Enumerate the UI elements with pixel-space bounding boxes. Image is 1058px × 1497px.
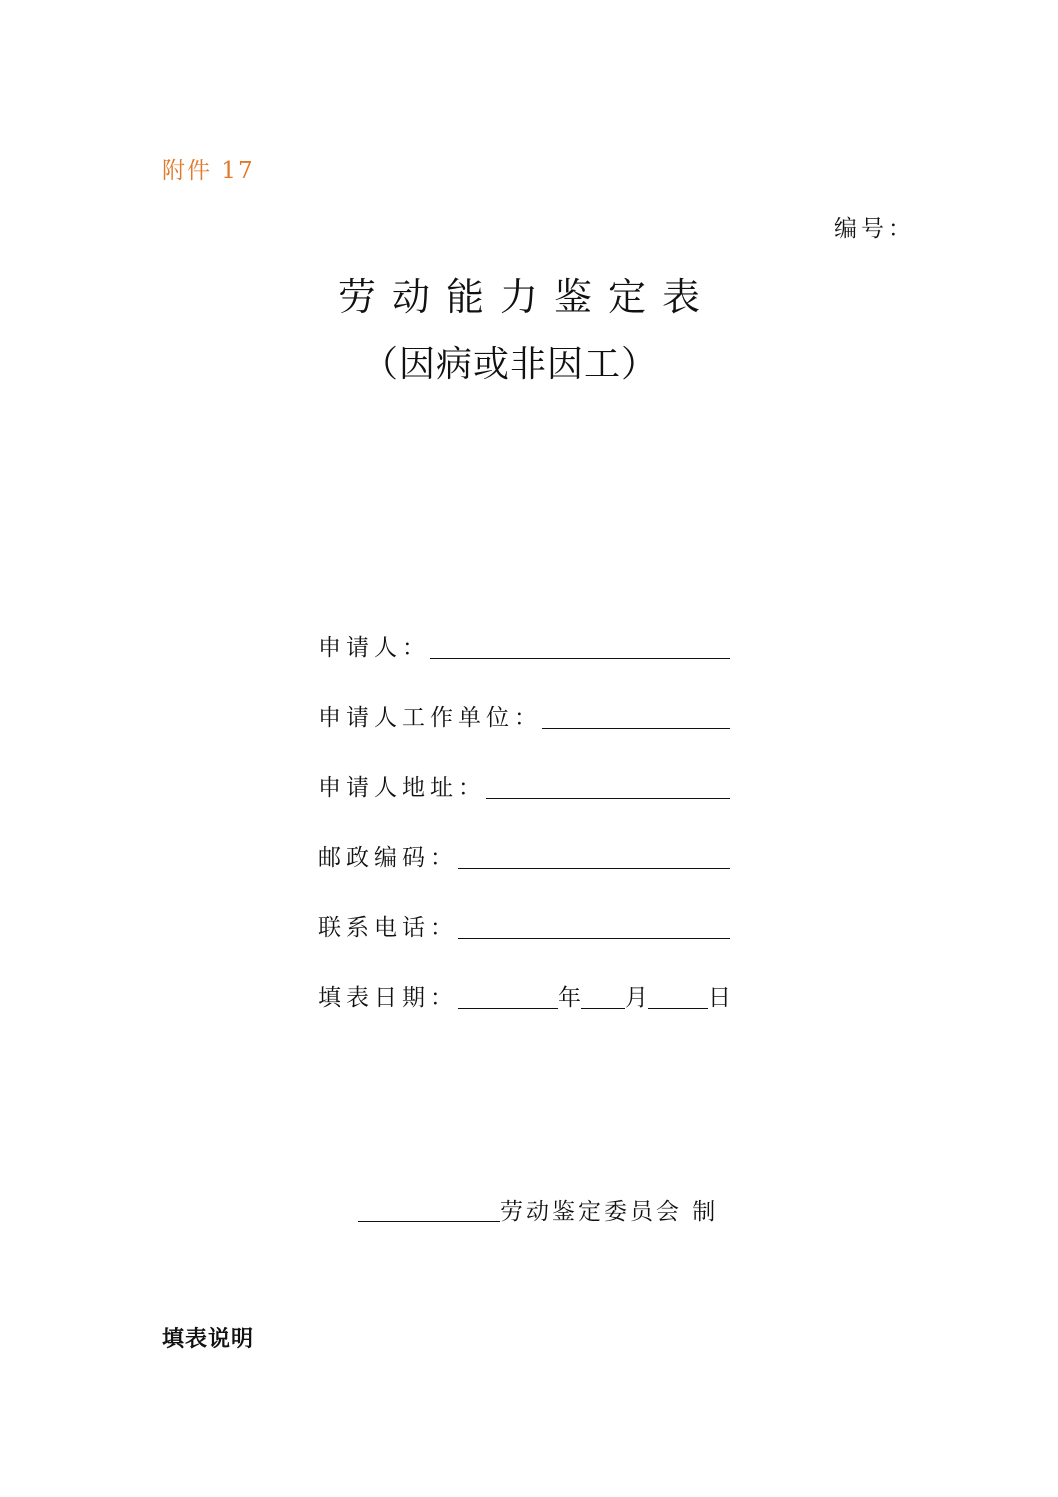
address-label: 申请人地址： xyxy=(318,775,486,801)
postcode-field xyxy=(318,838,730,872)
fill-date-field xyxy=(318,978,731,1012)
month-input-line[interactable] xyxy=(581,1008,625,1009)
form-subtitle: （因病或非因工） xyxy=(362,344,659,385)
applicant-field xyxy=(318,628,730,662)
issuer-line xyxy=(358,1190,718,1226)
employer-label: 申请人工作单位： xyxy=(318,705,542,731)
day-input-line[interactable] xyxy=(648,1008,708,1009)
form-title: 劳动能力鉴定表 xyxy=(338,275,717,319)
fill-date-label: 填表日期： xyxy=(318,985,458,1011)
year-unit: 年 xyxy=(558,985,581,1011)
phone-field xyxy=(318,908,730,942)
address-field xyxy=(318,768,730,802)
serial-number-label: 编号： xyxy=(834,216,915,242)
employer-input-line[interactable] xyxy=(542,728,730,729)
applicant-label: 申请人： xyxy=(318,635,430,661)
issuer-text: 劳动鉴定委员会 制 xyxy=(500,1199,719,1225)
address-input-line[interactable] xyxy=(486,798,730,799)
phone-input-line[interactable] xyxy=(458,938,730,939)
employer-field xyxy=(318,698,730,732)
month-unit: 月 xyxy=(625,985,648,1011)
instructions-heading: 填表说明 xyxy=(162,1327,255,1352)
attachment-label: 附件 17 xyxy=(162,158,255,184)
phone-label: 联系电话： xyxy=(318,915,458,941)
applicant-input-line[interactable] xyxy=(430,658,730,659)
postcode-input-line[interactable] xyxy=(458,868,730,869)
postcode-label: 邮政编码： xyxy=(318,845,458,871)
day-unit: 日 xyxy=(708,985,731,1011)
issuer-input-line[interactable] xyxy=(358,1221,500,1222)
year-input-line[interactable] xyxy=(458,1008,558,1009)
